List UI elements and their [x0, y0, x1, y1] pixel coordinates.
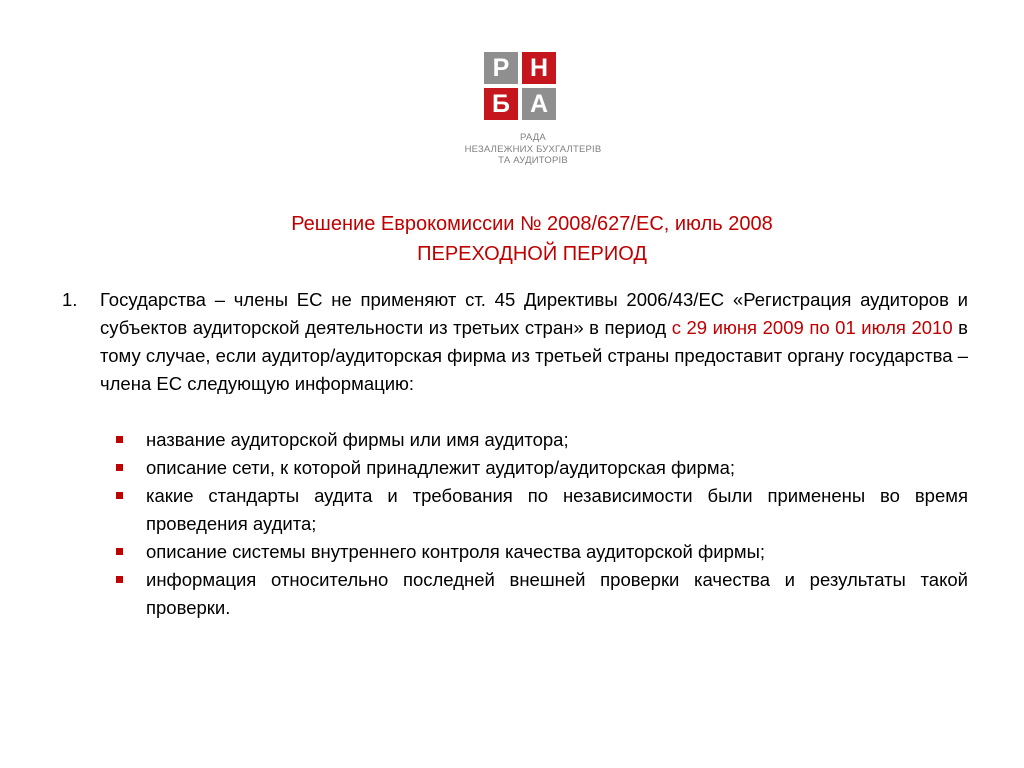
list-item-text: какие стандарты аудита и требования по независимости были применены во время проведения аудита;	[146, 485, 968, 534]
logo-letter-a: А	[522, 88, 556, 120]
logo-letter-r: Р	[484, 52, 518, 84]
list-item	[108, 454, 968, 482]
logo-letter-b: Б	[484, 88, 518, 120]
square-bullet-icon	[108, 454, 146, 482]
square-bullet-icon	[108, 482, 146, 538]
organization-name	[438, 132, 628, 167]
list-item-text: описание системы внутреннего контроля качества аудиторской фирмы;	[146, 541, 766, 562]
list-item	[108, 426, 968, 454]
list-item-text: название аудиторской фирмы или имя аудитора;	[146, 429, 569, 450]
square-bullet-icon	[108, 426, 146, 454]
point-text-after: в тому случае, если аудитор/аудиторская фирма из третьей страны предоставит органу государства – члена ЕС следующую информацию:	[100, 317, 969, 394]
title-line-2: ПЕРЕХОДНОЙ ПЕРИОД	[417, 243, 647, 265]
title-line-1: Решение Еврокомиссии № 2008/627/ЕС, июль 2008	[291, 213, 773, 235]
list-item	[108, 482, 968, 538]
org-name-line-3: ТА АУДИТОРІВ	[498, 155, 568, 166]
square-bullet-icon	[108, 566, 146, 622]
bullet-list	[62, 426, 968, 622]
numbered-point-1	[62, 286, 968, 398]
square-bullet-icon	[108, 538, 146, 566]
list-item	[108, 538, 968, 566]
rnba-logo	[484, 52, 556, 120]
slide-content	[62, 286, 968, 622]
point-text	[100, 286, 968, 398]
list-item-text: информация относительно последней внешней проверки качества и результаты такой проверки.	[146, 569, 968, 618]
slide-title	[0, 209, 1024, 269]
list-item-text: описание сети, к которой принадлежит аудитор/аудиторская фирма;	[146, 457, 736, 478]
point-number: 1.	[62, 289, 78, 310]
org-name-line-2: НЕЗАЛЕЖНИХ БУХГАЛТЕРІВ	[464, 143, 602, 155]
point-text-before: Государства – члены ЕС не применяют ст. 45 Директивы 2006/43/ЕС «Регистрация аудиторов и субъектов аудиторской деятельности из третьих стран» в период	[100, 289, 968, 338]
list-item	[108, 566, 968, 622]
period-highlight: с 29 июня 2009 по 01 июля 2010	[671, 317, 953, 338]
org-name-line-1: РАДА	[520, 132, 546, 143]
logo-letter-n: Н	[522, 52, 556, 84]
